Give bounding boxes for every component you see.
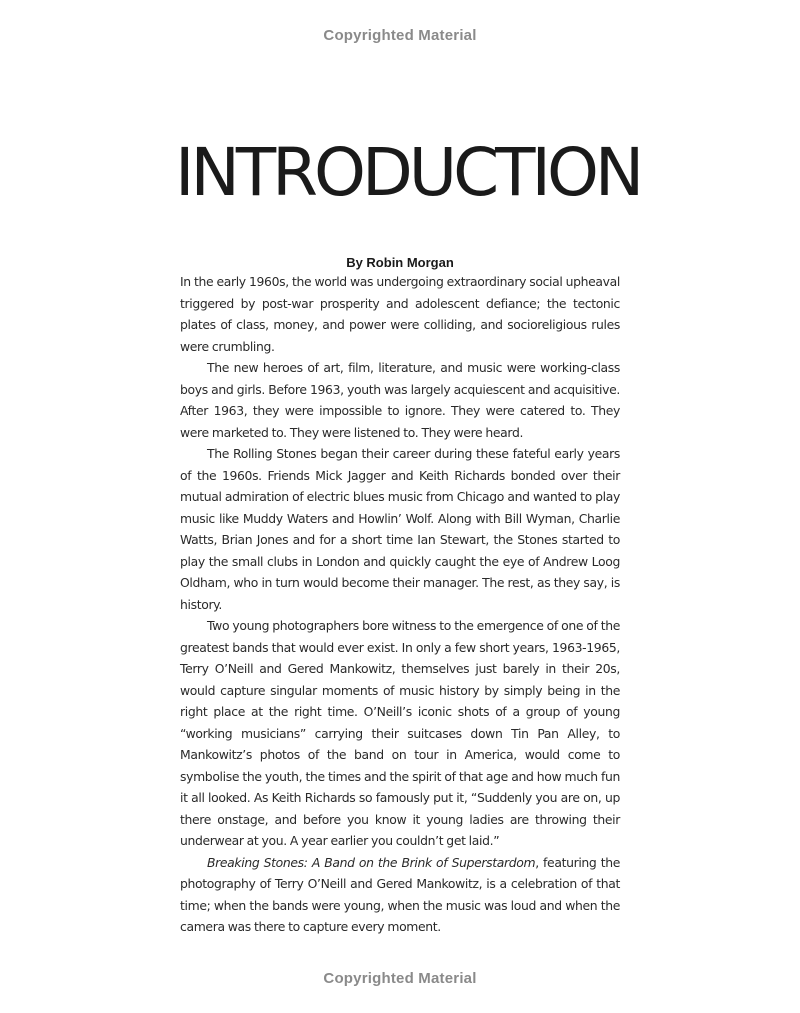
chapter-title: INTRODUCTION <box>175 134 641 211</box>
paragraph-3: The Rolling Stones began their career during these fateful early years of the 1960s. Friends Mick Jagger and Keith Richards bonded over their mutual admiration of electric blues music from Chicago and wanted to play music like Muddy Waters and Howlin’ Wolf. Along with Bill Wyman, Charlie Watts, Brian Jones and for a short time Ian Stewart, the Stones started to play the small clubs in London and quickly caught the eye of Andrew Loog Oldham, who in turn would become their manager. The rest, as they say, is history. <box>180 446 620 612</box>
paragraph-1: In the early 1960s, the world was undergoing extraordinary social upheaval triggered by post-war prosperity and adolescent defiance; the tectonic plates of class, money, and power were colliding, and socioreligious rules were crumbling. <box>180 274 620 354</box>
copyright-watermark-top: Copyrighted Material <box>323 27 477 44</box>
author-byline: By Robin Morgan <box>346 255 454 270</box>
introduction-body <box>180 271 620 938</box>
book-title: Breaking Stones: A Band on the Brink of Superstardom <box>207 854 536 870</box>
paragraph-4: Two young photographers bore witness to the emergence of one of the greatest bands that would ever exist. In only a few short years, 1963-1965, Terry O’Neill and Gered Mankowitz, themselves just barely in their 20s, would capture singular moments of music history by simply being in the right place at the right time. O’Neill’s iconic shots of a group of young “working musicians” carrying their suitcases down Tin Pan Alley, to Mankowitz’s photos of the band on tour in America, would come to symbolise the youth, the times and the spirit of that age and how much fun it all looked. As Keith Richards so famously put it, “Suddenly you are on, up there onstage, and before you know it young ladies are throwing their underwear at you. A year earlier you couldn’t get laid.” <box>180 618 620 848</box>
paragraph-5 <box>180 852 620 938</box>
paragraph-5-text: , featuring the photography of Terry O’Neill and Gered Mankowitz, is a celebration of that time; when the bands were young, when the music was loud and when the camera was there to capture every moment. <box>180 854 620 934</box>
copyright-watermark-bottom: Copyrighted Material <box>323 970 477 987</box>
paragraph-2: The new heroes of art, film, literature, and music were working-class boys and girls. Before 1963, youth was largely acquiescent and acquisitive. After 1963, they were impossible to ignore. They were catered to. They were marketed to. They were listened to. They were heard. <box>180 360 620 440</box>
